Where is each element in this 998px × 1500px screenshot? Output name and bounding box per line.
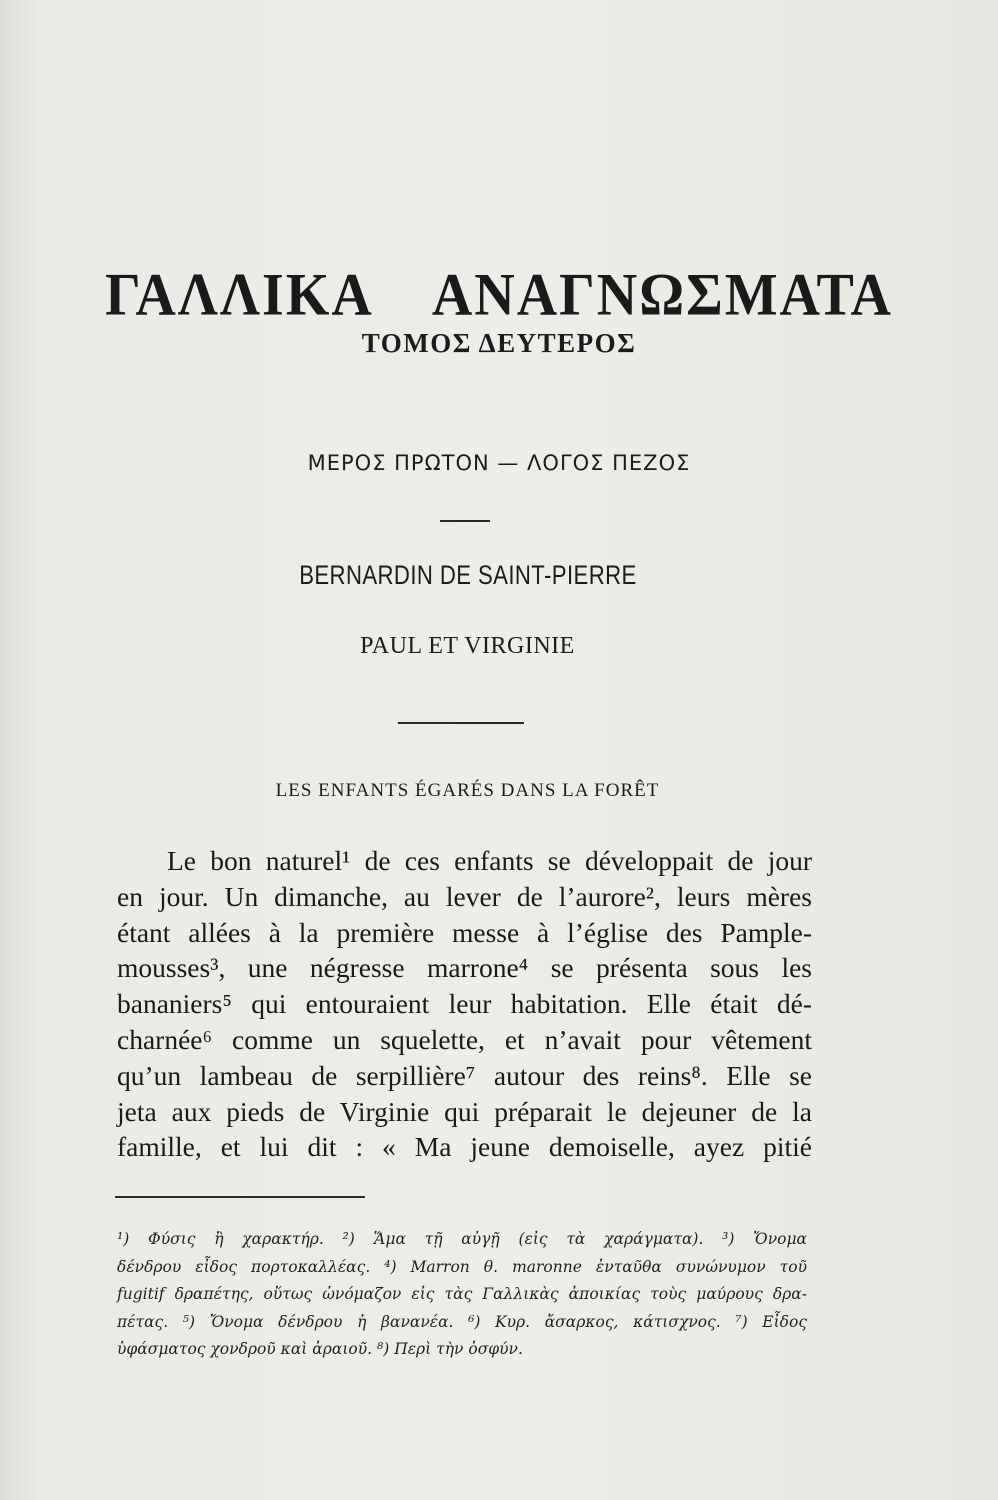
body-line: jeta aux pieds de Virginie qui préparait le dejeuner de la (117, 1095, 812, 1127)
book-title (0, 260, 998, 329)
divider-long (398, 722, 524, 724)
footnote-line: δένδρου εἶδος πορτοκαλλέας. ⁴) Marron θ. maronne ἐνταῦθα συνώνυμον τοῦ (117, 1257, 807, 1276)
body-line: charnée⁶ comme un squelette, et n’avait pour vêtement (117, 1023, 812, 1055)
body-paragraph (117, 843, 812, 1165)
footnote-line: fugitif δραπέτης, οὕτως ὠνόμαζον εἰς τὰς Γαλλικὰς ἀποικίας τοὺς μαύρους δρα- (117, 1285, 807, 1303)
book-title-word-1: ΓΑΛΛΙΚΑ (105, 261, 374, 328)
divider-short (440, 520, 490, 522)
chapter-title: LES ENFANTS ÉGARÉS DANS LA FORÊT (275, 780, 660, 801)
author-name: BERNARDIN DE SAINT-PIERRE (299, 560, 637, 590)
footnote-line: πέτας. ⁵) Ὄνομα δένδρου ἡ βανανέα. ⁶) Κυρ. ἄσαρκος, κάτισχνος. ⁷) Εἶδος (117, 1312, 807, 1331)
work-title: PAUL ET VIRGINIE (360, 633, 575, 659)
part-heading: ΜΕΡΟΣ ΠΡΩΤΟΝ — ΛΟΓΟΣ ΠΕΖΟΣ (307, 451, 691, 475)
footnote-separator (115, 1196, 365, 1198)
book-title-word-2: ΑΝΑΓΝΩΣΜΑΤΑ (431, 261, 893, 328)
footnote-line: ¹) Φύσις ἢ χαρακτήρ. ²) Ἅμα τῇ αὐγῇ (εἰς τὰ χαράγματα). ³) Ὄνομα (117, 1230, 807, 1248)
footnotes (117, 1226, 807, 1364)
body-line: étant allées à la première messe à l’église des Pample- (117, 916, 812, 948)
body-line: qu’un lambeau de serpillière⁷ autour des reins⁸. Elle se (117, 1059, 812, 1091)
volume-heading: ΤΟΜΟΣ ΔΕΥΤΕΡΟΣ (361, 328, 637, 358)
body-line: en jour. Un dimanche, au lever de l’aurore², leurs mères (117, 880, 812, 912)
body-line: famille, et lui dit : « Ma jeune demoiselle, ayez pitié (117, 1131, 812, 1163)
body-line: mousses³, une négresse marrone⁴ se présenta sous les (117, 952, 812, 984)
body-line: bananiers⁵ qui entouraient leur habitation. Elle était dé- (117, 988, 812, 1020)
body-line: Le bon naturel¹ de ces enfants se développait de jour (167, 845, 812, 876)
footnote-line: ὑφάσματος χονδροῦ καὶ ἀραιοῦ. ⁸) Περὶ τὴν ὀσφύν. (117, 1340, 523, 1358)
